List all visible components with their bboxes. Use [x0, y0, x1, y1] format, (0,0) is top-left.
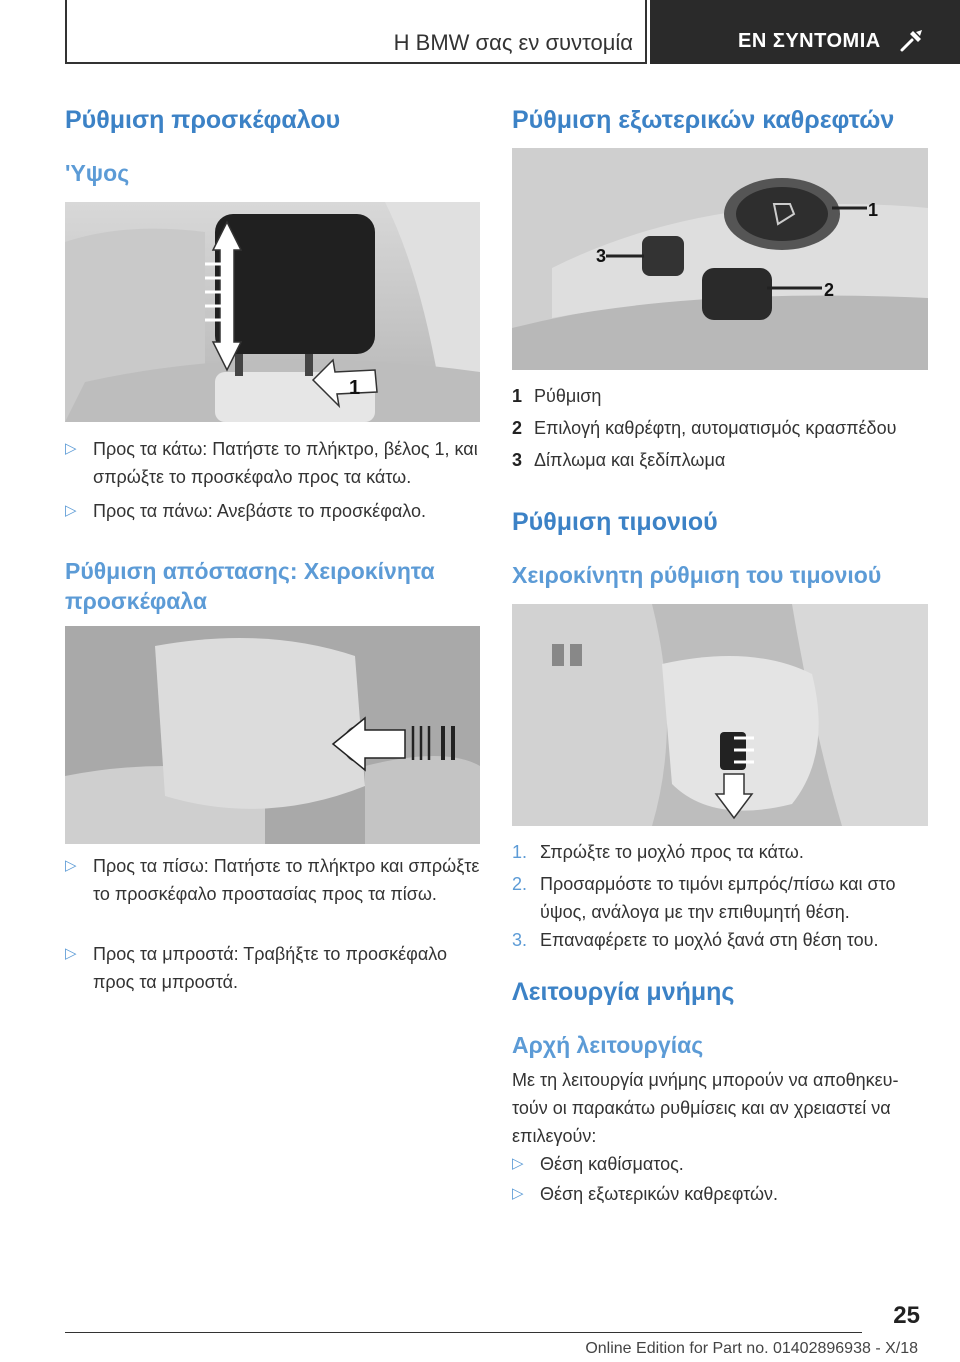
- list-item: [65, 940, 480, 996]
- headrest-height-image: [65, 202, 480, 422]
- list-item: [512, 1180, 928, 1208]
- steering-lever-image: [512, 604, 928, 826]
- step-number: 3.: [512, 930, 528, 950]
- headrest-distance-image: [65, 626, 480, 844]
- image-callout-2: 2: [824, 280, 835, 300]
- list-item: [512, 1150, 928, 1178]
- header-chapter-title: Η BMW σας εν συντομία: [393, 30, 633, 55]
- step-text: Σπρώξτε το μοχλό προς τα κάτω.: [540, 842, 804, 862]
- step-text: Επαναφέρετε το μοχλό ξανά στη θέση του.: [540, 930, 879, 950]
- mirror-control-image: [512, 148, 928, 370]
- item-number: 3: [512, 450, 523, 470]
- list-item: [512, 926, 928, 954]
- headrest-distance-illustration: [65, 626, 480, 844]
- list-item: [65, 852, 480, 908]
- image-callout-3: 3: [596, 246, 607, 266]
- list-item: [512, 446, 928, 474]
- list-item: [512, 838, 928, 866]
- mirror-control-illustration: [512, 148, 928, 370]
- mirror-title: Ρύθμιση εξωτερικών καθρεφτών: [512, 106, 895, 134]
- item-number: 2: [512, 418, 523, 438]
- page-number: 25: [893, 1302, 920, 1329]
- memory-subtitle: Αρχή λειτουργίας: [512, 1032, 704, 1058]
- image-callout-1: 1: [349, 377, 361, 399]
- item-text: Επιλογή καθρέφτη, αυτοματισμός κρασπέδου: [534, 418, 897, 438]
- footer: [0, 1340, 960, 1358]
- bullet-text: Προς τα πάνω: Ανεβάστε το προσκέφαλο.: [93, 501, 427, 521]
- list-item: [65, 435, 480, 491]
- header-left-box: [65, 0, 647, 64]
- step-number: 2.: [512, 874, 528, 894]
- headrest-title: Ρύθμιση προσκέφαλου: [65, 106, 341, 134]
- footer-divider: [65, 1332, 862, 1333]
- header-section-title: ΕΝ ΣΥΝΤΟΜΙΑ: [738, 30, 881, 52]
- steering-subtitle: Χειροκίνητη ρύθμιση του τιμονιού: [512, 562, 882, 588]
- triangle-bullet-icon: ▷: [65, 945, 77, 962]
- bullet-text: Θέση καθίσματος.: [540, 1154, 684, 1174]
- bullet-text: Προς τα πίσω: Πατήστε το πλήκτρο και σπρώξτε το προσκέφαλο προστασίας προς τα πίσω.: [93, 856, 480, 904]
- step-number: 1.: [512, 842, 528, 862]
- header-right-box: [650, 0, 960, 64]
- image-callout-1: 1: [868, 200, 879, 220]
- triangle-bullet-icon: ▷: [512, 1185, 524, 1202]
- footer-text: Online Edition for Part no. 01402896938 - X/18: [585, 1340, 918, 1357]
- triangle-bullet-icon: ▷: [65, 502, 77, 519]
- tools-icon: [898, 28, 924, 54]
- distance-title: Ρύθμιση απόστασης: Χειροκίνητα προσκέφαλα: [65, 558, 435, 614]
- headrest-height-illustration: [65, 202, 480, 422]
- bullet-text: Προς τα κάτω: Πατήστε το πλήκτρο, βέλος 1, και σπρώξτε το προσκέφαλο προς τα κάτω.: [93, 439, 478, 487]
- steering-title: Ρύθμιση τιμονιού: [512, 508, 718, 536]
- item-text: Δίπλωμα και ξεδίπλωμα: [534, 450, 726, 470]
- item-text: Ρύθμιση: [534, 386, 602, 406]
- list-item: [512, 382, 928, 410]
- triangle-bullet-icon: ▷: [65, 857, 77, 874]
- bullet-text: Θέση εξωτερικών καθρεφτών.: [540, 1184, 779, 1204]
- list-item: [512, 870, 928, 926]
- step-text: Προσαρμόστε το τιμόνι εμπρός/πίσω και στο ύψος, ανάλογα με την επιθυμητή θέση.: [540, 874, 896, 922]
- bullet-text: Προς τα μπροστά: Τραβήξτε το προσκέφαλο προς τα μπροστά.: [93, 944, 447, 992]
- triangle-bullet-icon: ▷: [65, 440, 77, 457]
- memory-text: Με τη λειτουργία μνήμης μπορούν να αποθηκευ- τούν οι παρακάτω ρυθμίσεις και αν χρειαστεί να επιλεγούν:: [512, 1070, 899, 1146]
- steering-lever-illustration: [512, 604, 928, 826]
- height-title: 'Υψος: [65, 160, 130, 186]
- memory-title: Λειτουργία μνήμης: [512, 978, 735, 1006]
- triangle-bullet-icon: ▷: [512, 1155, 524, 1172]
- list-item: [65, 497, 480, 525]
- item-number: 1: [512, 386, 523, 406]
- list-item: [512, 414, 928, 442]
